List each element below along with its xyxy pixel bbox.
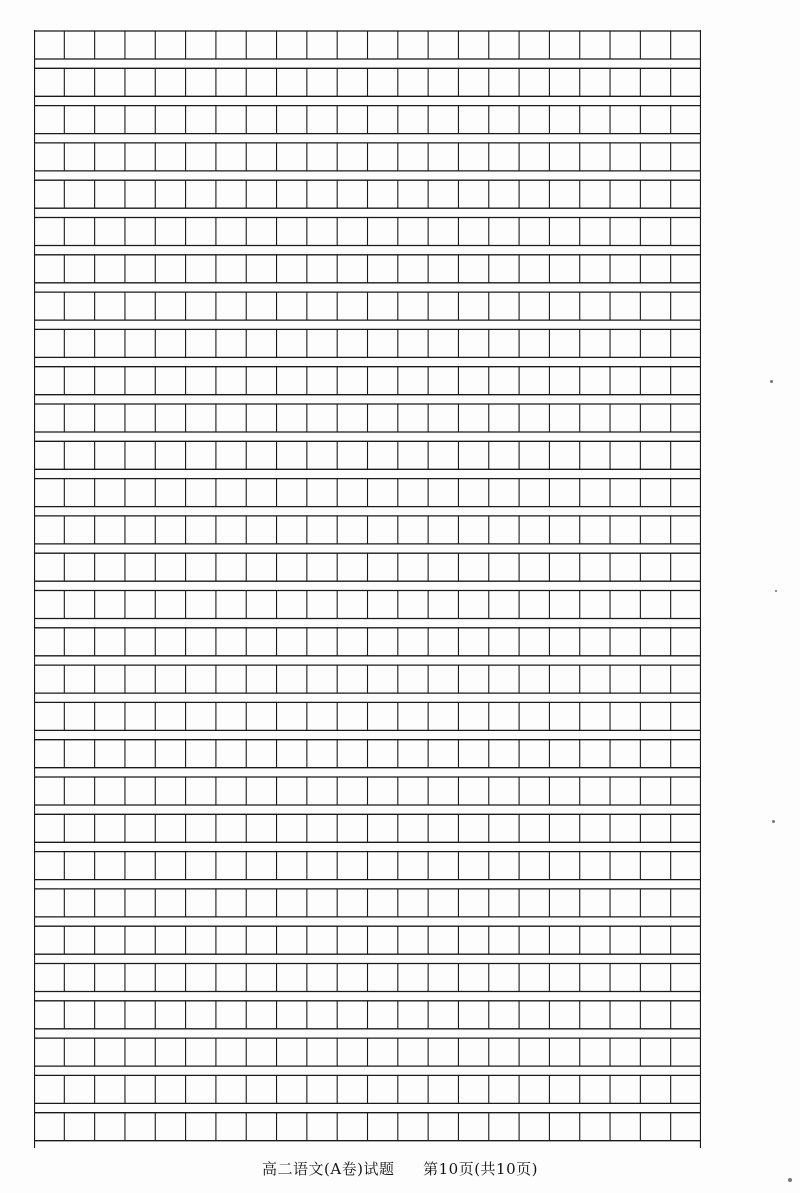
grid-row bbox=[34, 255, 701, 283]
grid-row bbox=[34, 964, 701, 992]
writing-grid-svg bbox=[34, 30, 701, 1148]
grid-row bbox=[34, 143, 701, 171]
grid-row bbox=[34, 1075, 701, 1103]
grid-row bbox=[34, 926, 701, 954]
grid-row bbox=[34, 852, 701, 880]
grid-row bbox=[34, 441, 701, 469]
grid-row bbox=[34, 329, 701, 357]
grid-row bbox=[34, 1113, 701, 1141]
grid-row bbox=[34, 479, 701, 507]
grid-row bbox=[34, 1001, 701, 1029]
scan-speck bbox=[770, 380, 773, 383]
grid-row bbox=[34, 740, 701, 768]
scan-speck bbox=[772, 820, 775, 823]
grid-row bbox=[34, 1038, 701, 1066]
composition-grid bbox=[34, 30, 701, 1148]
grid-row bbox=[34, 591, 701, 619]
grid-row bbox=[34, 68, 701, 96]
grid-row bbox=[34, 180, 701, 208]
grid-row bbox=[34, 31, 701, 59]
grid-row bbox=[34, 106, 701, 134]
exam-title: 高二语文(A卷)试题 bbox=[262, 1160, 395, 1178]
grid-row bbox=[34, 665, 701, 693]
grid-row bbox=[34, 218, 701, 246]
grid-row bbox=[34, 702, 701, 730]
grid-row bbox=[34, 292, 701, 320]
grid-row bbox=[34, 814, 701, 842]
scan-speck bbox=[775, 590, 777, 592]
page-number: 第10页(共10页) bbox=[423, 1160, 538, 1178]
grid-row bbox=[34, 404, 701, 432]
grid-row bbox=[34, 628, 701, 656]
page-footer bbox=[0, 1158, 800, 1179]
grid-row bbox=[34, 889, 701, 917]
grid-row bbox=[34, 516, 701, 544]
grid-row bbox=[34, 777, 701, 805]
grid-row bbox=[34, 553, 701, 581]
grid-row bbox=[34, 367, 701, 395]
